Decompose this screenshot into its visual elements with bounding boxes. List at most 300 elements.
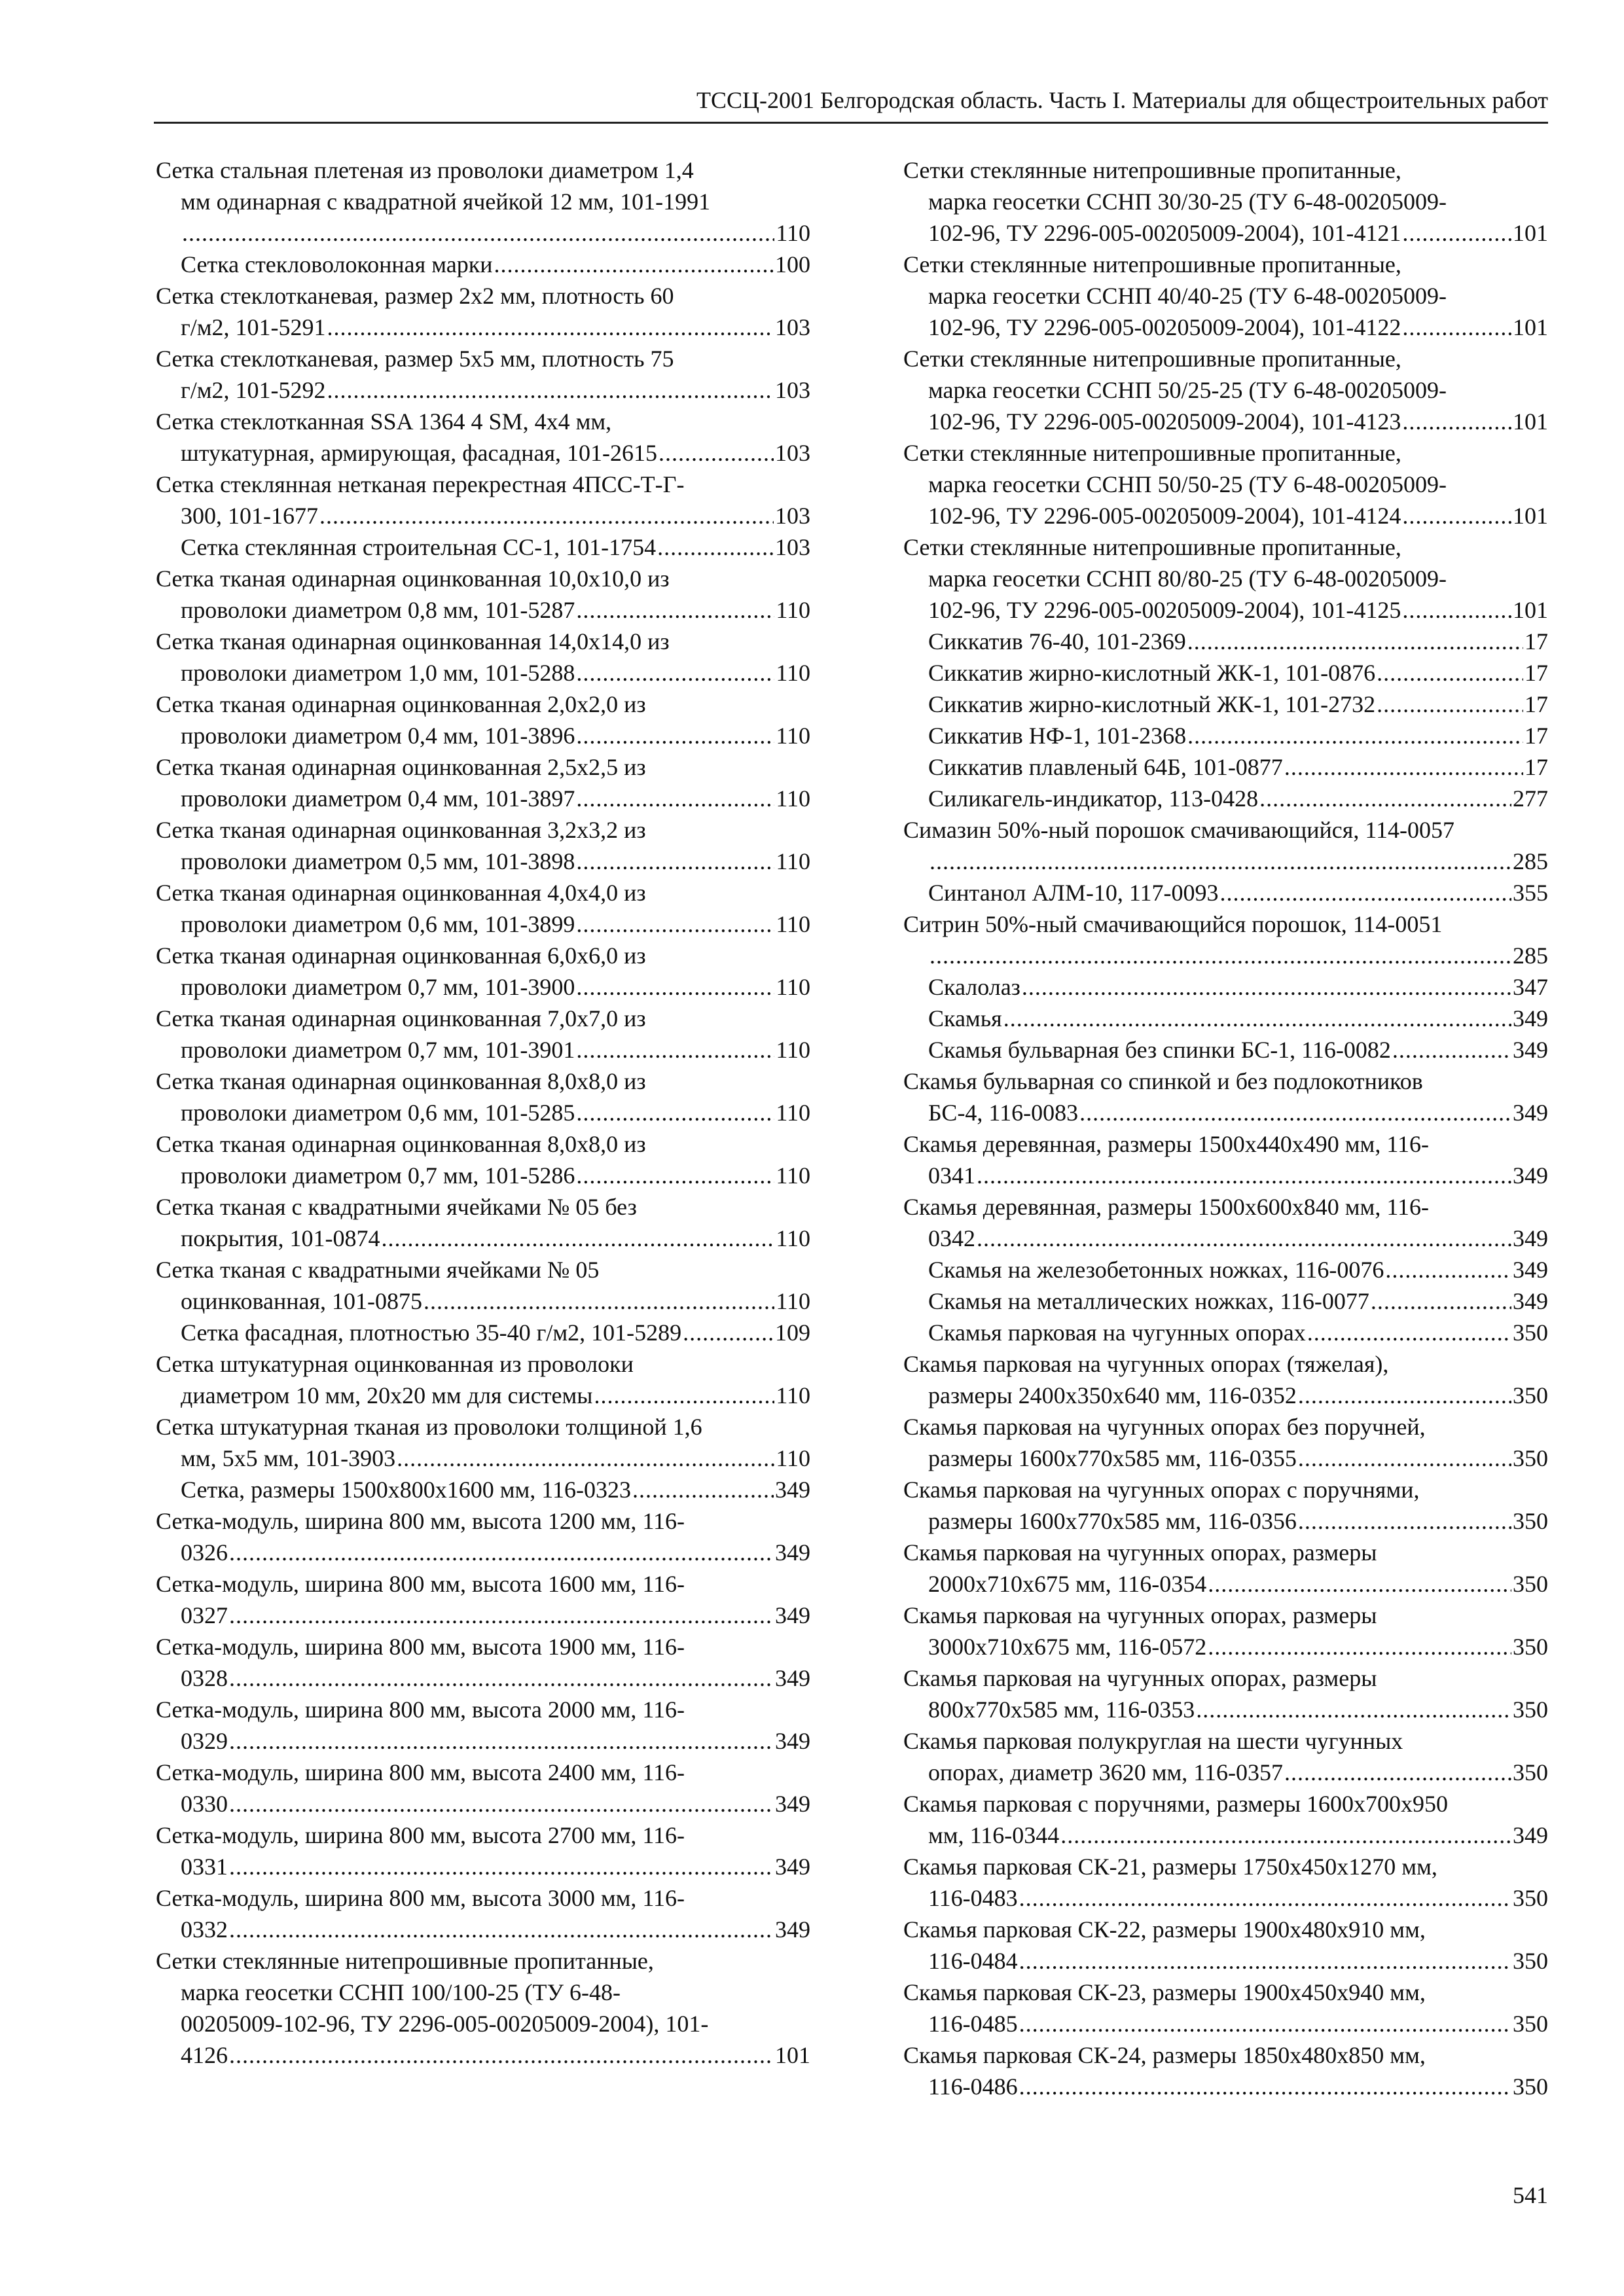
index-entry-text: проволоки диаметром 0,6 мм, 101-3899 [181,911,575,937]
index-entry-page: 103 [775,440,810,466]
index-entry [903,1003,1548,1034]
index-entry-page: 110 [776,1037,810,1063]
dot-leader [576,720,774,751]
index-entry-leader-line [928,1945,1548,1977]
index-entry-line: Скамья парковая на чугунных опорах без поручней, [903,1414,1426,1440]
dot-leader [327,374,774,406]
index-entry [903,1317,1548,1348]
index-entry-line: 00205009-102-96, ТУ 2296-005-00205009-2004), 101- [181,2011,709,2037]
index-entry-line: Сетка тканая одинарная оцинкованная 2,0х2,0 из [156,691,646,717]
index-entry [903,689,1548,720]
index-entry [903,437,1548,531]
index-entry [156,1945,810,2071]
index-entry [903,343,1548,437]
index-entry-page: 110 [776,1382,810,1408]
index-entry-text: 0327 [181,1602,228,1628]
index-entry-page: 110 [776,723,810,749]
index-entry-text: 0326 [181,1539,228,1566]
dot-leader [1208,1568,1511,1600]
index-entry [156,249,810,280]
index-entry-text: проволоки диаметром 1,0 мм, 101-5288 [181,660,575,686]
index-entry-text: оцинкованная, 101-0875 [181,1288,423,1314]
index-entry-line: марка геосетки ССНП 80/80-25 (ТУ 6-48-00205009- [928,565,1447,592]
index-entry-line: Сетка тканая одинарная оцинкованная 10,0х10,0 из [156,565,670,592]
index-entry [156,1128,810,1191]
index-entry [156,1694,810,1757]
dot-leader [1019,2071,1511,2102]
index-entry-text: 0332 [181,1916,228,1943]
index-entry-text: 116-0483 [928,1885,1018,1911]
index-entry-leader-line [181,783,810,814]
dot-leader [1187,626,1523,657]
index-entry-text: проволоки диаметром 0,8 мм, 101-5287 [181,597,575,623]
index-entry [903,1411,1548,1474]
index-entry-text: проволоки диаметром 0,6 мм, 101-5285 [181,1100,575,1126]
index-entry-text: 0331 [181,1854,228,1880]
index-entry [156,1631,810,1694]
index-entry [156,1757,810,1820]
dot-leader [327,312,774,343]
index-entry-leader-line [928,1097,1548,1128]
index-entry-leader-line [181,846,810,877]
index-entry-line: Сетка тканая одинарная оцинкованная 6,0х6,0 из [156,942,646,969]
index-entry [903,1285,1548,1317]
index-entry-line: Сетка-модуль, ширина 800 мм, высота 2400 мм, 116- [156,1759,685,1785]
index-entry [156,406,810,469]
index-entry-text: проволоки диаметром 0,4 мм, 101-3897 [181,785,575,812]
index-entry-page: 350 [1513,2011,1548,2037]
index-entry-page: 110 [776,911,810,937]
index-entry-leader-line [928,1631,1548,1662]
dot-leader [1003,1003,1511,1034]
index-entry [156,1348,810,1411]
index-entry-text: Скамья на железобетонных ножках, 116-0076 [928,1257,1384,1283]
index-entry-page: 349 [775,1791,810,1817]
index-entry-text: 116-0484 [928,1948,1018,1974]
index-entry [903,877,1548,908]
index-entry-line: марка геосетки ССНП 100/100-25 (ТУ 6-48- [181,1979,621,2005]
dot-leader [1402,406,1511,437]
index-entry-leader-line [928,1223,1548,1254]
index-entry-text: 102-96, ТУ 2296-005-00205009-2004), 101-4123 [928,408,1401,435]
index-entry [903,908,1548,971]
index-entry-page: 349 [1513,1037,1548,1063]
dot-leader [1392,1034,1511,1066]
index-entry-text: Скамья бульварная без спинки БС-1, 116-0082 [928,1037,1391,1063]
index-entry-page: 101 [1513,314,1548,340]
dot-leader [576,1034,774,1066]
index-entry-line: Скамья бульварная со спинкой и без подлокотников [903,1068,1423,1094]
dot-leader [576,594,774,626]
index-entry-leader-line [928,2008,1548,2039]
index-entry-page: 110 [776,848,810,874]
index-entry-line: Сетка штукатурная оцинкованная из проволоки [156,1351,634,1377]
index-entry [156,751,810,814]
index-entry-leader-line [928,406,1548,437]
index-entry-line: Сетка стеклянная нетканая перекрестная 4ПСС-Т-Г- [156,471,685,497]
dot-leader [576,908,774,940]
dot-leader [1377,657,1523,689]
dot-leader [1019,2008,1511,2039]
dot-leader [1208,1631,1511,1662]
index-entry-text: 102-96, ТУ 2296-005-00205009-2004), 101-4122 [928,314,1401,340]
index-entry-leader-line [928,1034,1548,1066]
index-entry-page: 349 [1513,1257,1548,1283]
dot-leader [1385,1254,1511,1285]
index-entry [156,280,810,343]
index-entry-page: 17 [1525,723,1548,749]
index-entry-line: Скамья парковая СК-24, размеры 1850х480х850 мм, [903,2042,1426,2068]
dot-leader [229,1662,774,1694]
index-entry-line: Сетка тканая одинарная оцинкованная 8,0х8,0 из [156,1131,646,1157]
index-entry [903,1977,1548,2039]
index-entry-line: Сетка тканая с квадратными ячейками № 05 [156,1257,600,1283]
index-entry-page: 103 [775,314,810,340]
index-entry-line: Сетка стеклотканевая, размер 5х5 мм, плотность 75 [156,346,674,372]
index-entry-text: 116-0486 [928,2073,1018,2100]
index-entry-line: Сетка тканая одинарная оцинкованная 3,2х3,2 из [156,817,646,843]
index-entry [903,1788,1548,1851]
index-entry-line: Сетка тканая одинарная оцинкованная 14,0х14,0 из [156,628,670,655]
index-entry-text: БС-4, 116-0083 [928,1100,1079,1126]
index-entry [903,971,1548,1003]
index-entry-line: Сетка тканая одинарная оцинкованная 7,0х7,0 из [156,1005,646,1031]
index-entry-line: марка геосетки ССНП 50/25-25 (ТУ 6-48-00205009- [928,377,1447,403]
index-entry-text: Сетка стеклянная строительная СС-1, 101-1754 [181,534,657,560]
index-entry [903,626,1548,657]
index-entry [903,1348,1548,1411]
index-entry-leader-line [928,1757,1548,1788]
dot-leader [576,657,774,689]
index-entry-page: 101 [1513,408,1548,435]
dot-leader [319,500,774,531]
index-entry [903,1662,1548,1725]
index-entry-page: 110 [776,1445,810,1471]
dot-leader [229,1851,774,1882]
index-entry [903,720,1548,751]
index-entry-text: Сиккатив плавленый 64Б, 101-0877 [928,754,1283,780]
dot-leader [576,846,774,877]
index-entry-line: Сетки стеклянные нитепрошивные пропитанные, [903,440,1401,466]
dot-leader [576,971,774,1003]
dot-leader [977,1160,1511,1191]
index-entry [156,1003,810,1066]
index-entry-line: Сетка тканая одинарная оцинкованная 2,5х2,5 из [156,754,646,780]
dot-leader [1220,877,1511,908]
index-entry-leader-line [181,1034,810,1066]
index-entry-page: 110 [776,974,810,1000]
index-entry-page: 350 [1513,2073,1548,2100]
index-entry [156,1317,810,1348]
index-entry-line: Сетка стеклотканная SSA 1364 4 SM, 4х4 мм, [156,408,612,435]
dot-leader [929,846,1511,877]
index-entry-leader-line [928,751,1548,783]
index-entry [156,940,810,1003]
index-entry-page: 349 [775,1602,810,1628]
index-entry-text: мм, 116-0344 [928,1822,1060,1848]
index-entry-page: 103 [775,377,810,403]
index-entry [156,1568,810,1631]
index-entry-line: Сетка тканая одинарная оцинкованная 8,0х8,0 из [156,1068,646,1094]
index-entry-leader-line [181,971,810,1003]
index-entry-text: Синтанол АЛМ-10, 117-0093 [928,880,1219,906]
index-entry-line: марка геосетки ССНП 30/30-25 (ТУ 6-48-00205009- [928,188,1447,215]
index-entry [156,1066,810,1128]
index-entry-line: Скамья деревянная, размеры 1500х600х840 мм, 116- [903,1194,1429,1220]
index-entry-line: Скамья парковая СК-22, размеры 1900х480х910 мм, [903,1916,1426,1943]
index-entry-line: Скамья парковая на чугунных опорах, размеры [903,1539,1377,1566]
index-entry-page: 349 [1513,1100,1548,1126]
index-entry-text: 102-96, ТУ 2296-005-00205009-2004), 101-4125 [928,597,1401,623]
index-entry-page: 349 [1513,1005,1548,1031]
index-entry [903,814,1548,877]
index-entry-page: 285 [1513,942,1548,969]
index-entry-text: мм, 5х5 мм, 101-3903 [181,1445,396,1471]
dot-leader [576,1160,774,1191]
index-entry-page: 347 [1513,974,1548,1000]
index-entry-text: штукатурная, армирующая, фасадная, 101-2615 [181,440,657,466]
index-entry-leader-line [181,1600,810,1631]
index-entry-text: Сиккатив жирно-кислотный ЖК-1, 101-0876 [928,660,1376,686]
index-entry-page: 285 [1513,848,1548,874]
index-entry-page: 110 [776,1225,810,1251]
dot-leader [1377,689,1523,720]
index-entry-text: Скалолаз [928,974,1020,1000]
index-entry-leader-line [181,1537,810,1568]
index-entry-text: покрытия, 101-0874 [181,1225,380,1251]
index-entry-leader-line [181,1223,810,1254]
index-entry [903,531,1548,626]
index-entry-line: Ситрин 50%-ный смачивающийся порошок, 114-0051 [903,911,1443,937]
index-entry-page: 350 [1513,1948,1548,1974]
index-entry-page: 355 [1513,880,1548,906]
dot-leader [632,1474,774,1505]
index-entry-page: 17 [1525,754,1548,780]
index-entry-leader-line [181,249,810,280]
index-entry-line: Скамья парковая с поручнями, размеры 1600х700х950 [903,1791,1449,1817]
index-entry [156,877,810,940]
index-entry-leader-line [181,1725,810,1757]
index-entry-text: г/м2, 101-5291 [181,314,326,340]
index-entry-leader-line [928,940,1548,971]
index-entry-page: 110 [776,660,810,686]
dot-leader [229,1537,774,1568]
index-entry-line: Сетка-модуль, ширина 800 мм, высота 1200 мм, 116- [156,1508,685,1534]
index-entry [903,1191,1548,1254]
index-entry [903,1600,1548,1662]
index-entry [903,1128,1548,1191]
dot-leader [1259,783,1511,814]
index-entry-text: 0329 [181,1728,228,1754]
dot-leader [1284,1757,1511,1788]
index-entry-page: 110 [776,1100,810,1126]
dot-leader [659,437,774,469]
index-entry-page: 349 [775,1477,810,1503]
index-entry-page: 103 [775,503,810,529]
index-entry-text: Силикагель-индикатор, 113-0428 [928,785,1259,812]
index-entry [903,1851,1548,1914]
index-entry-line: Сетка тканая одинарная оцинкованная 4,0х4,0 из [156,880,646,906]
index-entry-leader-line [928,1694,1548,1725]
index-entry-page: 350 [1513,1382,1548,1408]
index-entry-line: Скамья парковая СК-23, размеры 1900х450х940 мм, [903,1979,1426,2005]
index-entry [903,1474,1548,1537]
index-entry-page: 350 [1513,1319,1548,1346]
dot-leader [1307,1317,1511,1348]
index-column-right [903,154,1548,2102]
index-entry-text: 3000х710х675 мм, 116-0572 [928,1634,1207,1660]
index-entry-text: размеры 2400х350х640 мм, 116-0352 [928,1382,1297,1408]
dot-leader [576,1097,774,1128]
index-entry-text: 4126 [181,2042,228,2068]
index-entry-leader-line [928,877,1548,908]
dot-leader [1187,720,1523,751]
index-entry [156,1882,810,1945]
index-entry-line: Сетки стеклянные нитепрошивные пропитанные, [903,251,1401,278]
index-entry [903,154,1548,249]
dot-leader [1402,312,1511,343]
index-entry-text: размеры 1600х770х585 мм, 116-0355 [928,1445,1297,1471]
index-entry-leader-line [928,783,1548,814]
index-entry-text: Скамья парковая на чугунных опорах [928,1319,1306,1346]
index-entry-page: 350 [1513,1759,1548,1785]
index-entry-page: 277 [1513,785,1548,812]
index-entry-page: 101 [1513,220,1548,246]
dot-leader [1022,971,1511,1003]
index-entry-page: 349 [1513,1225,1548,1251]
index-entry-leader-line [181,217,810,249]
index-entry-text: Сетка, размеры 1500х800х1600 мм, 116-0323 [181,1477,631,1503]
dot-leader [182,217,774,249]
index-entry-page: 110 [776,1162,810,1189]
index-entry [156,1820,810,1882]
index-entry-text: Сетка фасадная, плотностью 35-40 г/м2, 101-5289 [181,1319,682,1346]
index-entry-page: 17 [1525,660,1548,686]
index-entry-page: 349 [775,1728,810,1754]
index-entry-text: Сетка стекловолоконная марки [181,251,493,278]
index-entry [156,154,810,249]
index-entry-line: Симазин 50%-ный порошок смачивающийся, 114-0057 [903,817,1454,843]
index-entry-leader-line [928,1505,1548,1537]
index-entry-line: марка геосетки ССНП 50/50-25 (ТУ 6-48-00205009- [928,471,1447,497]
index-entry-page: 350 [1513,1696,1548,1723]
index-entry-leader-line [928,971,1548,1003]
index-entry-page: 17 [1525,691,1548,717]
index-entry-leader-line [181,1662,810,1694]
index-entry [903,657,1548,689]
index-entry-leader-line [181,1380,810,1411]
index-entry-leader-line [181,1443,810,1474]
index-entry-leader-line [928,1443,1548,1474]
index-entry-line: Сетка-модуль, ширина 800 мм, высота 3000 мм, 116- [156,1885,685,1911]
index-entry-line: Скамья парковая на чугунных опорах (тяжелая), [903,1351,1389,1377]
index-entry [903,1066,1548,1128]
index-entry-leader-line [181,1097,810,1128]
index-entry [156,1474,810,1505]
index-entry-leader-line [181,312,810,343]
index-entry-text: 0328 [181,1665,228,1691]
index-entry-text: опорах, диаметр 3620 мм, 116-0357 [928,1759,1283,1785]
dot-leader [229,2039,774,2071]
index-entry-leader-line [181,437,810,469]
index-entry-leader-line [928,1285,1548,1317]
index-entry-line: Сетка тканая с квадратными ячейками № 05 без [156,1194,637,1220]
index-entry-leader-line [928,217,1548,249]
index-entry [156,814,810,877]
dot-leader [1196,1694,1511,1725]
dot-leader [229,1788,774,1820]
index-entry-page: 349 [775,1665,810,1691]
index-entry-page: 349 [1513,1288,1548,1314]
index-entry-leader-line [928,657,1548,689]
dot-leader [929,940,1511,971]
index-entry-page: 350 [1513,1885,1548,1911]
index-entry-leader-line [181,1160,810,1191]
index-entry-page: 101 [775,2042,810,2068]
index-entry-text: проволоки диаметром 0,5 мм, 101-3898 [181,848,575,874]
index-entry-line: Сетки стеклянные нитепрошивные пропитанные, [903,534,1401,560]
index-entry-text: 300, 101-1677 [181,503,318,529]
dot-leader [229,1725,774,1757]
index-entry [156,1505,810,1568]
index-entry-page: 349 [775,1854,810,1880]
index-entry-line: мм одинарная с квадратной ячейкой 12 мм, 101-1991 [181,188,711,215]
index-entry [903,1537,1548,1600]
index-entry-text: 0341 [928,1162,975,1189]
index-entry-leader-line [928,312,1548,343]
index-entry-leader-line [928,1254,1548,1285]
dot-leader [576,783,774,814]
index-entry-page: 110 [776,785,810,812]
dot-leader [229,1914,774,1945]
index-entry-line: Сетка-модуль, ширина 800 мм, высота 2000 мм, 116- [156,1696,685,1723]
index-entry [903,783,1548,814]
dot-leader [1298,1380,1511,1411]
index-entry-leader-line [181,1317,810,1348]
index-entry-text: 2000х710х675 мм, 116-0354 [928,1571,1207,1597]
index-entry-page: 349 [1513,1822,1548,1848]
index-entry-leader-line [928,1568,1548,1600]
index-entry-page: 110 [776,597,810,623]
index-entry-page: 100 [775,251,810,278]
index-entry-leader-line [928,1820,1548,1851]
index-entry-line: Скамья парковая на чугунных опорах с поручнями, [903,1477,1420,1503]
dot-leader [594,1380,774,1411]
index-entry-page: 349 [1513,1162,1548,1189]
dot-leader [1402,594,1511,626]
index-entry-text: размеры 1600х770х585 мм, 116-0356 [928,1508,1297,1534]
index-entry-line: Скамья парковая на чугунных опорах, размеры [903,1602,1377,1628]
dot-leader [1284,751,1523,783]
index-entry-text: проволоки диаметром 0,4 мм, 101-3896 [181,723,575,749]
index-entry-leader-line [928,689,1548,720]
dot-leader [1402,217,1511,249]
index-entry [156,531,810,563]
index-entry-page: 350 [1513,1571,1548,1597]
index-entry-text: 102-96, ТУ 2296-005-00205009-2004), 101-4124 [928,503,1401,529]
dot-leader [1298,1505,1511,1537]
dot-leader [1019,1945,1511,1977]
index-entry [156,469,810,531]
dot-leader [494,249,774,280]
page-number: 541 [1513,2182,1548,2208]
index-entry-line: Сетка стеклотканевая, размер 2х2 мм, плотность 60 [156,283,674,309]
index-entry-leader-line [928,594,1548,626]
index-entry-leader-line [181,594,810,626]
index-entry-line: Сетка штукатурная тканая из проволоки толщиной 1,6 [156,1414,702,1440]
index-entry-page: 101 [1513,503,1548,529]
index-entry-page: 109 [775,1319,810,1346]
